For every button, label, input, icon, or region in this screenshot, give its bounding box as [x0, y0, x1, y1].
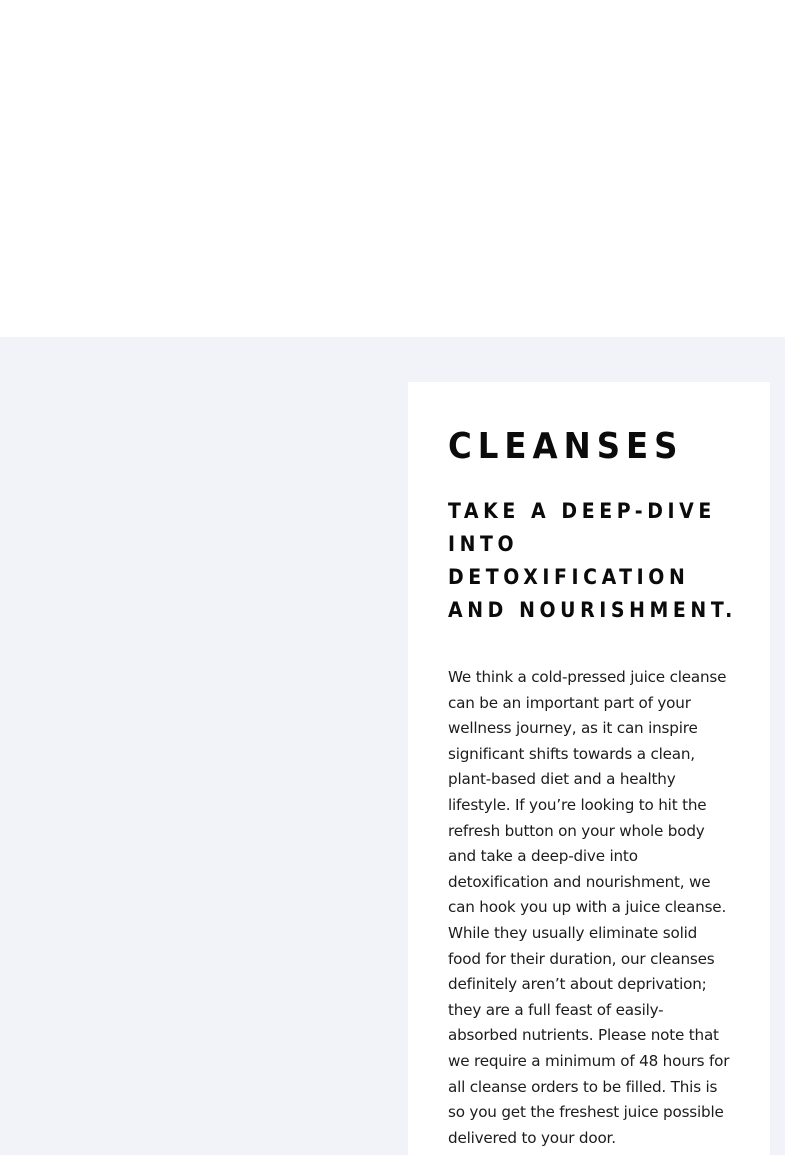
cleanses-card: [408, 382, 770, 1155]
cleanses-section: [0, 337, 785, 1155]
cleanses-description: [448, 665, 731, 1151]
cleanses-paragraph-1: We think a cold-pressed juice cleanse can be an important part of your wellness journey, as it can inspire significant shifts towards a clean, plant-based diet and a healthy lifestyle. If you’re looking to hit the refresh button on your whole body and take a deep-dive into detoxification and nourishment, we can hook you up with a juice cleanse.: [448, 668, 727, 917]
top-blank-area: [0, 0, 785, 337]
cleanses-paragraph-2: While they usually eliminate solid food for their duration, our cleanses definitely aren’t about deprivation; they are a full feast of easily-absorbed nutrients. Please note that we require a minimum of 48 hours for all cleanse orders to be filled. This is so you get the freshest juice possible delivered to your door.: [448, 923, 730, 1147]
cleanses-subtitle: TAKE A DEEP-DIVE INTO DETOXIFICATION AND NOURISHMENT.: [448, 499, 737, 622]
cleanses-title: CLEANSES: [448, 426, 684, 467]
